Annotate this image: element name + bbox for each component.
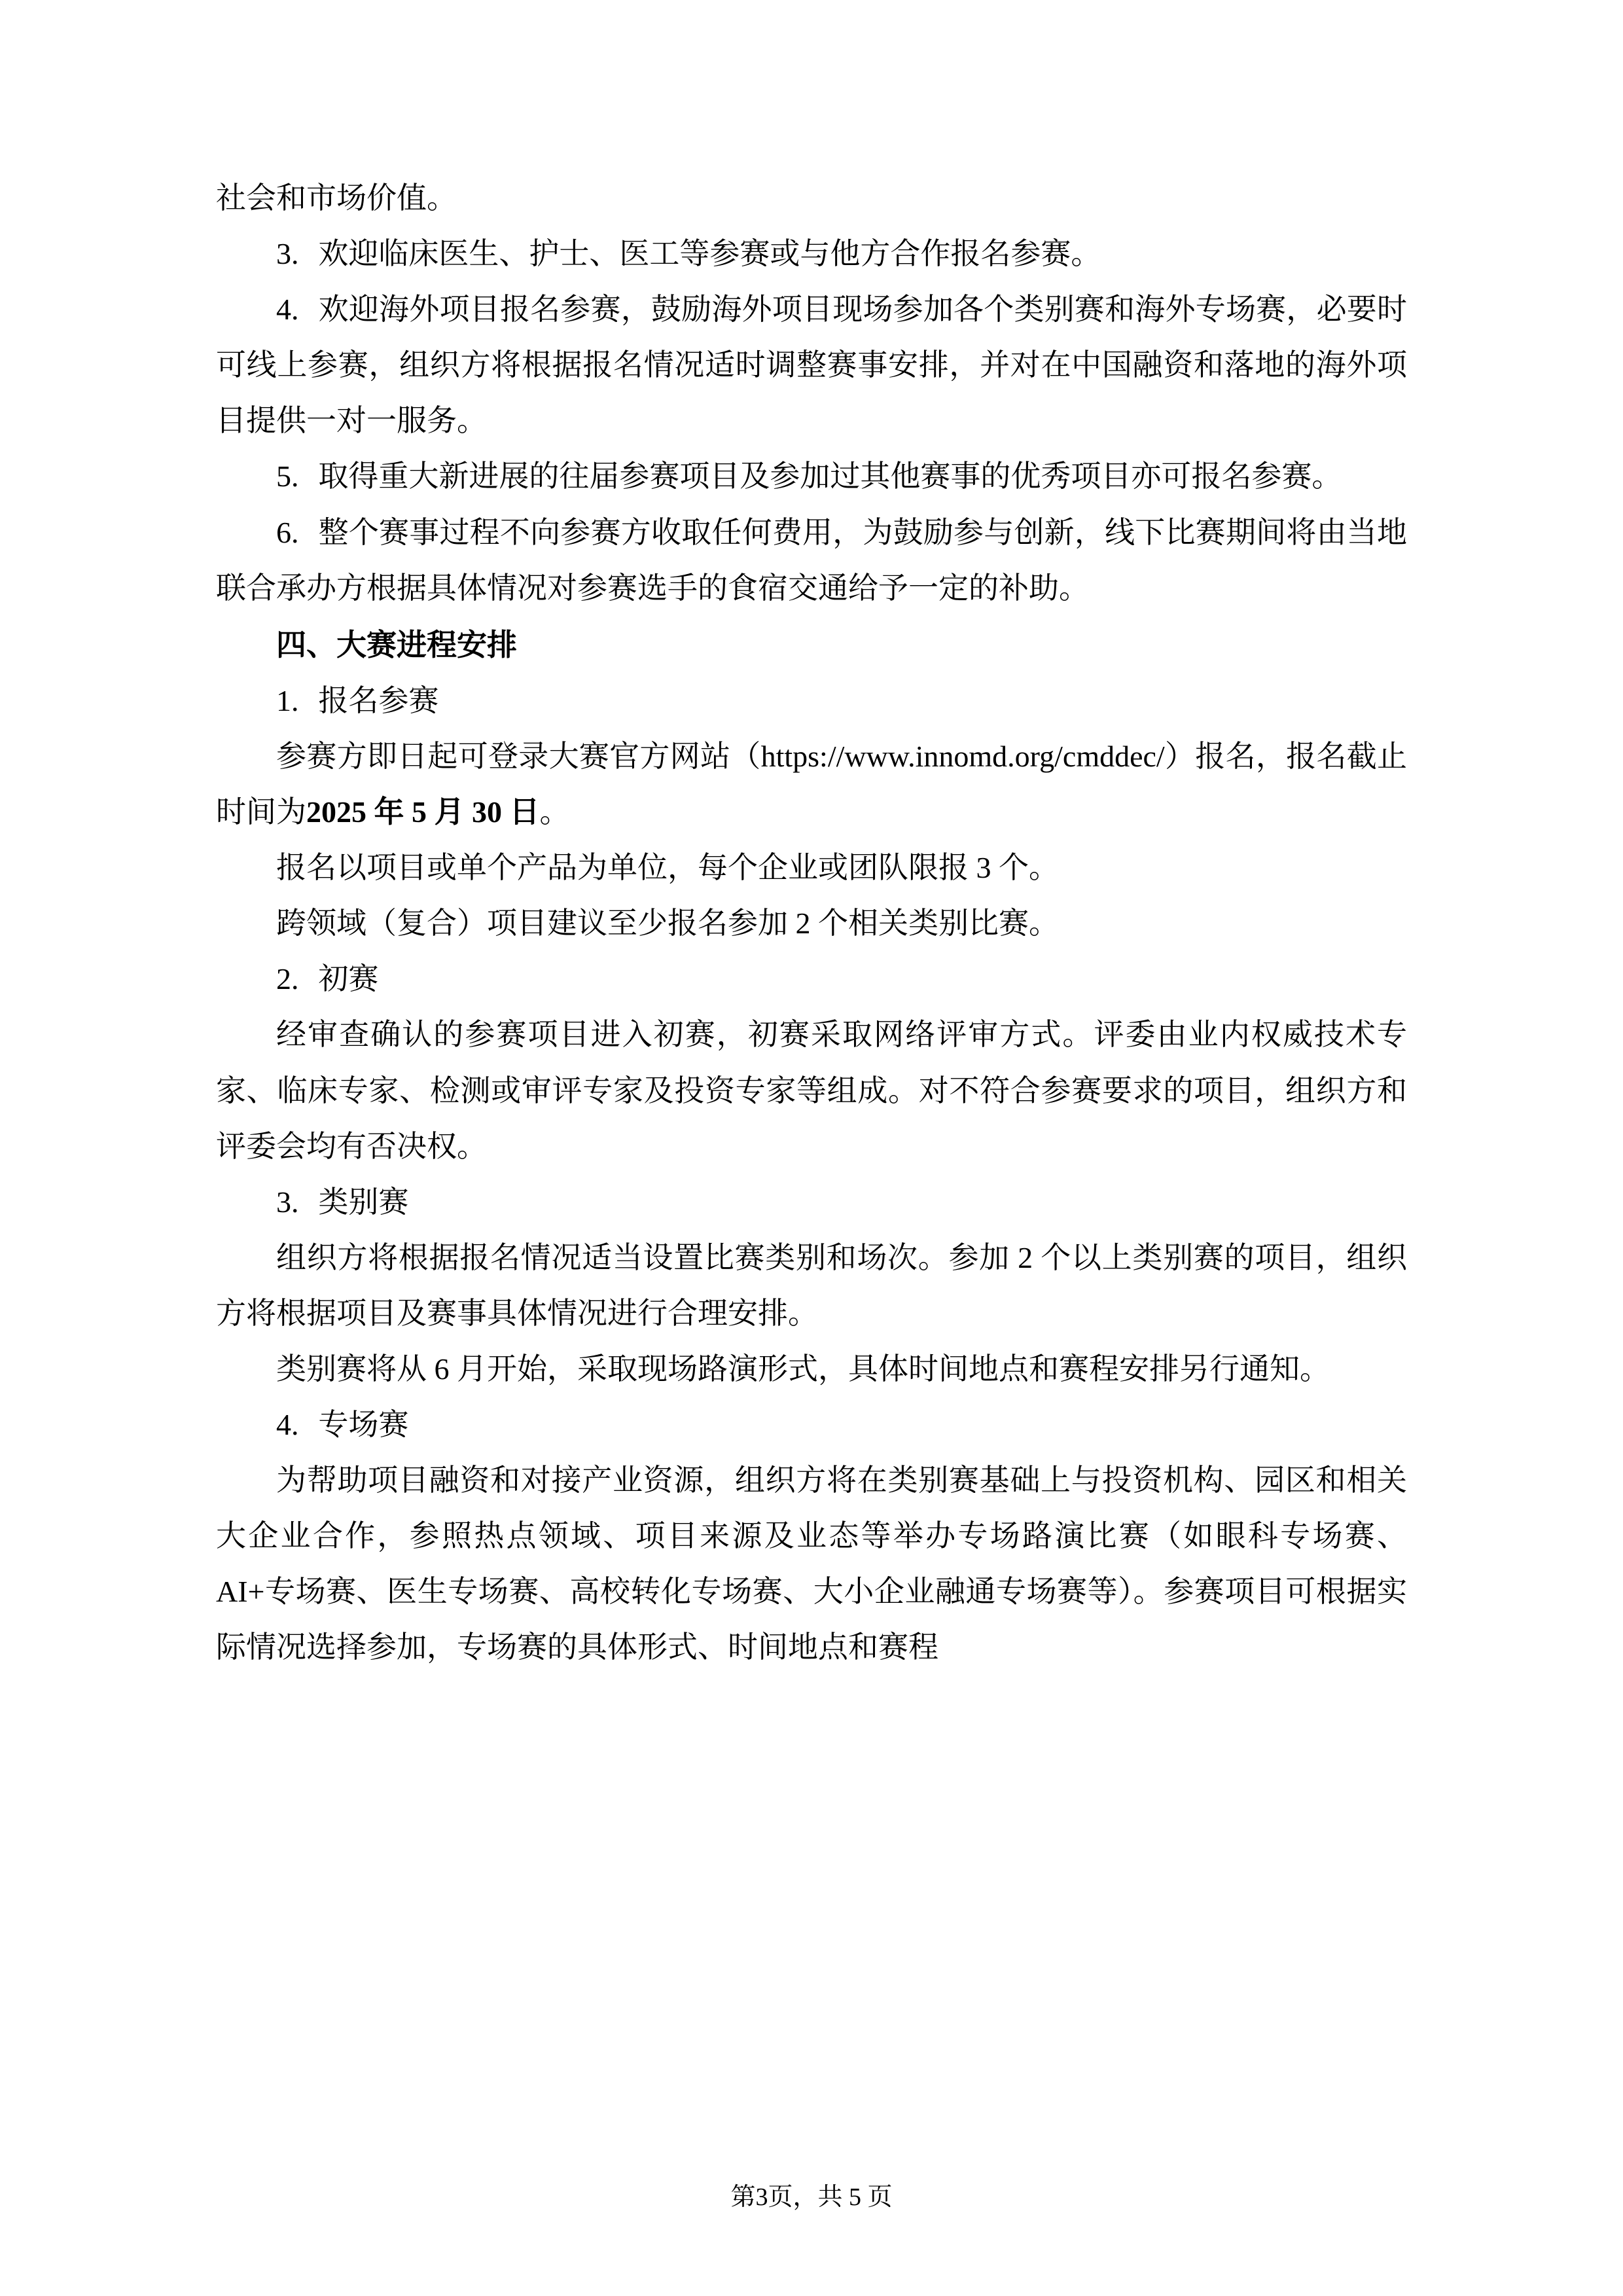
registration-detail-url (216, 728, 1407, 840)
list-item-6 (216, 505, 1407, 616)
list-item-text: 整个赛事过程不向参赛方收取任何费用，为鼓励参与创新，线下比赛期间将由当地联合承办方根据具体情况对参赛选手的食宿交通给予一定的补助。 (216, 515, 1407, 605)
process-step-4 (216, 1397, 1407, 1452)
category-round-detail-2: 类别赛将从 6 月开始，采取现场路演形式，具体时间地点和赛程安排另行通知。 (276, 1352, 1330, 1386)
list-item-text: 初赛 (318, 962, 379, 996)
process-step-2 (216, 951, 1407, 1007)
list-item-text: 欢迎临床医生、护士、医工等参赛或与他方合作报名参赛。 (318, 237, 1101, 271)
registration-detail-crossfield: 跨领域（复合）项目建议至少报名参加 2 个相关类别比赛。 (276, 906, 1059, 941)
list-item-number: 1. (276, 683, 299, 717)
text-run: 参赛方即日起可登录大赛官方网站（ (276, 739, 761, 773)
list-item-number: 4. (276, 1408, 299, 1442)
list-item-number: 5. (276, 459, 299, 493)
list-item-text: 类别赛 (318, 1185, 409, 1219)
list-item-number: 3. (276, 237, 299, 271)
category-round-detail-1: 组织方将根据报名情况适当设置比赛类别和场次。参加 2 个以上类别赛的项目，组织方将根据项目及赛事具体情况进行合理安排。 (216, 1240, 1407, 1330)
list-item-text: 专场赛 (318, 1408, 409, 1442)
page-footer: 第3页，共 5 页 (730, 2183, 893, 2211)
process-step-1 (216, 673, 1407, 728)
list-item-text: 欢迎海外项目报名参赛，鼓励海外项目现场参加各个类别赛和海外专场赛，必要时可线上参赛，组织方将根据报名情况适时调整赛事安排，并对在中国融资和落地的海外项目提供一对一服务。 (216, 293, 1407, 438)
list-item-number: 4. (276, 293, 299, 327)
list-item-number: 3. (276, 1185, 299, 1219)
special-round-detail: 为帮助项目融资和对接产业资源，组织方将在类别赛基础上与投资机构、园区和相关大企业合作，参照热点领域、项目来源及业态等举办专场路演比赛（如眼科专场赛、AI+专场赛、医生专场赛、高校转化专场赛、大小企业融通专场赛等）。参赛项目可根据实际情况选择参加，专场赛的具体形式、时间地点和赛程 (216, 1463, 1407, 1664)
text-run: ）报名，报名截止时间为 (216, 739, 1408, 829)
list-item-5 (216, 448, 1407, 504)
list-item-text: 报名参赛 (318, 683, 439, 717)
document-body (216, 170, 1407, 1676)
paragraph-continued: 社会和市场价值。 (216, 181, 457, 215)
section-heading-four: 四、大赛进程安排 (276, 628, 517, 662)
list-item-number: 2. (276, 962, 299, 996)
list-item-number: 6. (276, 515, 299, 549)
list-item-4 (216, 281, 1407, 448)
preliminary-round-detail: 经审查确认的参赛项目进入初赛，初赛采取网络评审方式。评委由业内权威技术专家、临床专家、检测或审评专家及投资专家等组成。对不符合参赛要求的项目，组织方和评委会均有否决权。 (216, 1018, 1407, 1163)
process-step-3 (216, 1174, 1407, 1230)
registration-detail-limit: 报名以项目或单个产品为单位，每个企业或团队限报 3 个。 (276, 851, 1059, 885)
text-run: 。 (539, 795, 570, 829)
list-item-text: 取得重大新进展的往届参赛项目及参加过其他赛事的优秀项目亦可报名参赛。 (318, 459, 1342, 493)
list-item-3 (216, 226, 1407, 281)
registration-url[interactable]: https://www.innomd.org/cmddec/ (760, 739, 1165, 773)
registration-deadline: 2025 年 5 月 30 日 (306, 795, 540, 829)
